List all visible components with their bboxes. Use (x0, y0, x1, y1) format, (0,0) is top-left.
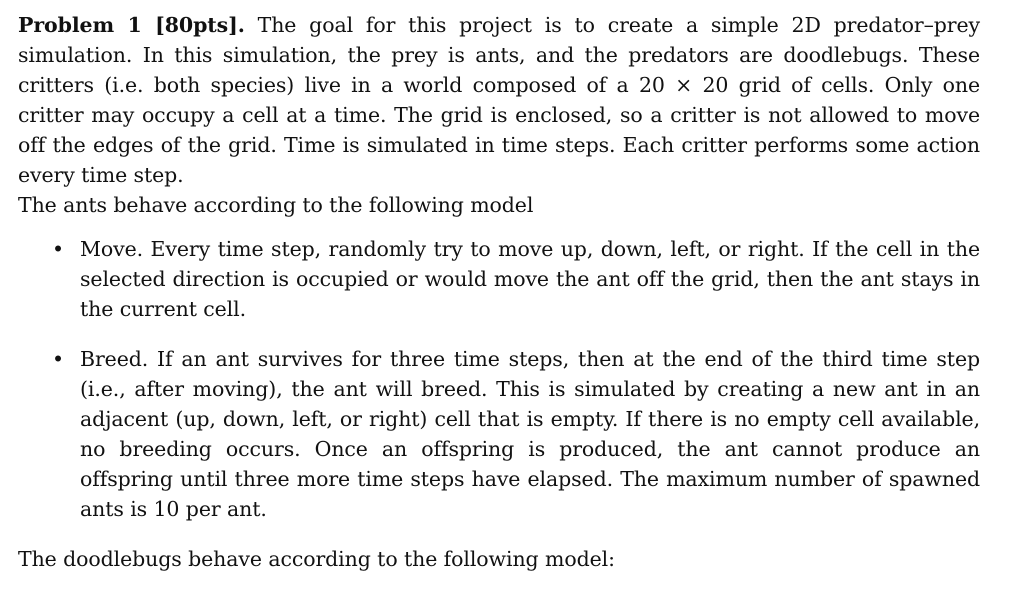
ant-rule-move: Move. Every time step, randomly try to move up, down, left, or right. If the cell in the selected direction is occupied or would move the ant off the grid, then the ant stays in the current cell. (80, 237, 980, 321)
problem-statement (18, 10, 980, 574)
bullet-icon: • (52, 237, 64, 261)
doodlebugs-intro: The doodlebugs behave according to the following model: (18, 547, 615, 571)
ants-intro: The ants behave according to the following model (18, 193, 534, 217)
list-item (18, 344, 980, 524)
problem-heading: Problem 1 [80pts]. (18, 13, 245, 37)
list-item (18, 234, 980, 324)
intro-paragraph (18, 10, 980, 190)
bullet-icon: • (52, 347, 64, 371)
ant-rule-breed: Breed. If an ant survives for three time steps, then at the end of the third time step (i.e., after moving), the ant will breed. This is simulated by creating a new ant in an adjacent (up, down, left, or right) cell that is empty. If there is no empty cell available, no breeding occurs. Once an offspring is produced, the ant cannot produce an offspring until three more time steps have elapsed. The maximum number of spawned ants is 10 per ant. (80, 347, 980, 521)
intro-text: The goal for this project is to create a simple 2D predator–prey simulation. In this simulation, the prey is ants, and the predators are doodlebugs. These critters (i.e. both species) live in a world composed of a 20 × 20 grid of cells. Only one critter may occupy a cell at a time. The grid is enclosed, so a critter is not allowed to move off the edges of the grid. Time is simulated in time steps. Each critter performs some action every time step. (18, 13, 981, 187)
ant-rules-list (18, 234, 980, 524)
